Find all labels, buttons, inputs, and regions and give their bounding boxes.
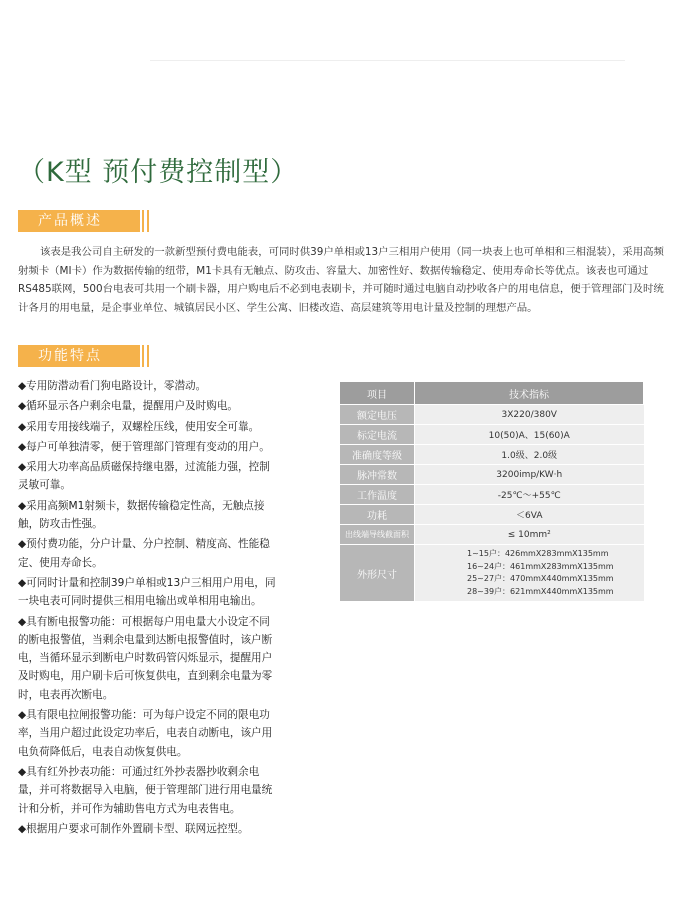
spec-row (340, 485, 644, 505)
spec-col-item: 项目 (340, 382, 415, 405)
spec-table (340, 382, 644, 601)
spec-label: 脉冲常数 (340, 465, 415, 485)
spec-header-row (340, 382, 644, 405)
feature-item: ◆采用专用接线端子，双螺栓压线，使用安全可靠。 (18, 420, 260, 433)
header-bars-icon (140, 345, 152, 367)
overview-paragraph: 该表是我公司自主研发的一款新型预付费电能表，可同时供39户单相或13户三相用户使用（同一块表上也可单相和三相混装），采用高频射频卡（MI卡）作为数据传输的纽带，M1卡具有无触点、防攻击、容量大、加密性好、数据传输稳定、使用寿命长等优点。该表也可通过RS485联网，500台电表可共用一个刷卡器，用户购电后不必到电表刷卡，并可随时通过电脑自动抄收各户的用电信息，便于管理部门及时统计各月的用电量，是企事业单位、城镇居民小区、学生公寓、旧楼改造、高层建筑等用电计量及控制的理想产品。 (18, 246, 664, 314)
spec-col-spec: 技术指标 (415, 382, 644, 405)
feature-item: ◆专用防潜动看门狗电路设计，零潜动。 (18, 380, 207, 392)
spec-label: 功耗 (340, 505, 415, 525)
feature-item: ◆采用大功率高品质磁保持继电器，过流能力强，控制灵敏可靠。 (18, 461, 270, 492)
spec-dims-label: 外形尺寸 (340, 545, 415, 602)
spec-label: 准确度等级 (340, 445, 415, 465)
feature-item: ◆每户可单独清零，便于管理部门管理有变动的用户。 (18, 440, 270, 453)
feature-item: ◆具有红外抄表功能：可通过红外抄表器抄收剩余电量，并可将数据导入电脑，便于管理部门进行用电量统计和分析，并可作为辅助售电方式为电表售电。 (18, 765, 273, 815)
header-bars-icon (140, 210, 152, 232)
feature-item: ◆具有断电报警功能：可根据每户用电量大小设定不同的断电报警值，当剩余电量到达断电报警值时，该户断电，当循环显示到断电户时数码管闪烁显示，提醒用户及时购电，用户刷卡后可恢复供电，直到剩余电量为零时，电表再次断电。 (18, 615, 273, 701)
spec-value: ≤ 10mm² (415, 525, 644, 545)
feature-item: ◆具有限电拉闸报警功能：可为每户设定不同的限电功率，当用户超过此设定功率后，电表自动断电，该户用电负荷降低后，电表自动恢复供电。 (18, 709, 273, 758)
feature-item: ◆采用高频M1射频卡，数据传输稳定性高，无触点接触，防攻击性强。 (18, 499, 265, 531)
spec-row (340, 505, 644, 525)
spec-value: 3200imp/KW·h (415, 465, 644, 485)
top-divider (150, 60, 625, 61)
feature-item: ◆循环显示各户剩余电量，提醒用户及时购电。 (18, 400, 239, 413)
features-header (18, 345, 140, 367)
dims-line: 1~15户：426mmX283mmX135mm (467, 549, 609, 558)
overview-header (18, 210, 140, 232)
spec-row (340, 405, 644, 425)
spec-label: 额定电压 (340, 405, 415, 425)
page-title: （K型 预付费控制型） (18, 157, 299, 188)
dims-line: 16~24户：461mmX283mmX135mm (467, 561, 614, 571)
feature-item: ◆可同时计量和控制39户单相或13户三相用户用电，同一块电表可同时提供三相用电输出或单相用电输出。 (18, 576, 276, 608)
overview-header-label: 产品概述 (38, 213, 102, 229)
spec-dims-row (340, 545, 644, 602)
dims-line: 28~39户：621mmX440mmX135mm (467, 586, 614, 596)
spec-value: 10(50)A、15(60)A (415, 425, 644, 445)
spec-label: 出线端导线截面积 (340, 525, 415, 545)
spec-row (340, 465, 644, 485)
spec-value: ＜6VA (415, 505, 644, 525)
spec-dims-values (415, 545, 644, 602)
spec-label: 标定电流 (340, 425, 415, 445)
spec-label: 工作温度 (340, 485, 415, 505)
feature-item: ◆预付费功能，分户计量、分户控制、精度高、性能稳定、使用寿命长。 (18, 538, 270, 569)
spec-row (340, 525, 644, 545)
features-header-label: 功能特点 (38, 348, 102, 364)
spec-row (340, 425, 644, 445)
spec-value: 3X220/380V (415, 405, 644, 425)
feature-item: ◆根据用户要求可制作外置刷卡型、联网远控型。 (18, 822, 249, 835)
spec-value: -25℃～+55℃ (415, 485, 644, 505)
spec-value: 1.0级、2.0级 (415, 445, 644, 465)
features-list (18, 377, 280, 840)
dims-line: 25~27户：470mmX440mmX135mm (467, 574, 614, 583)
spec-row (340, 445, 644, 465)
